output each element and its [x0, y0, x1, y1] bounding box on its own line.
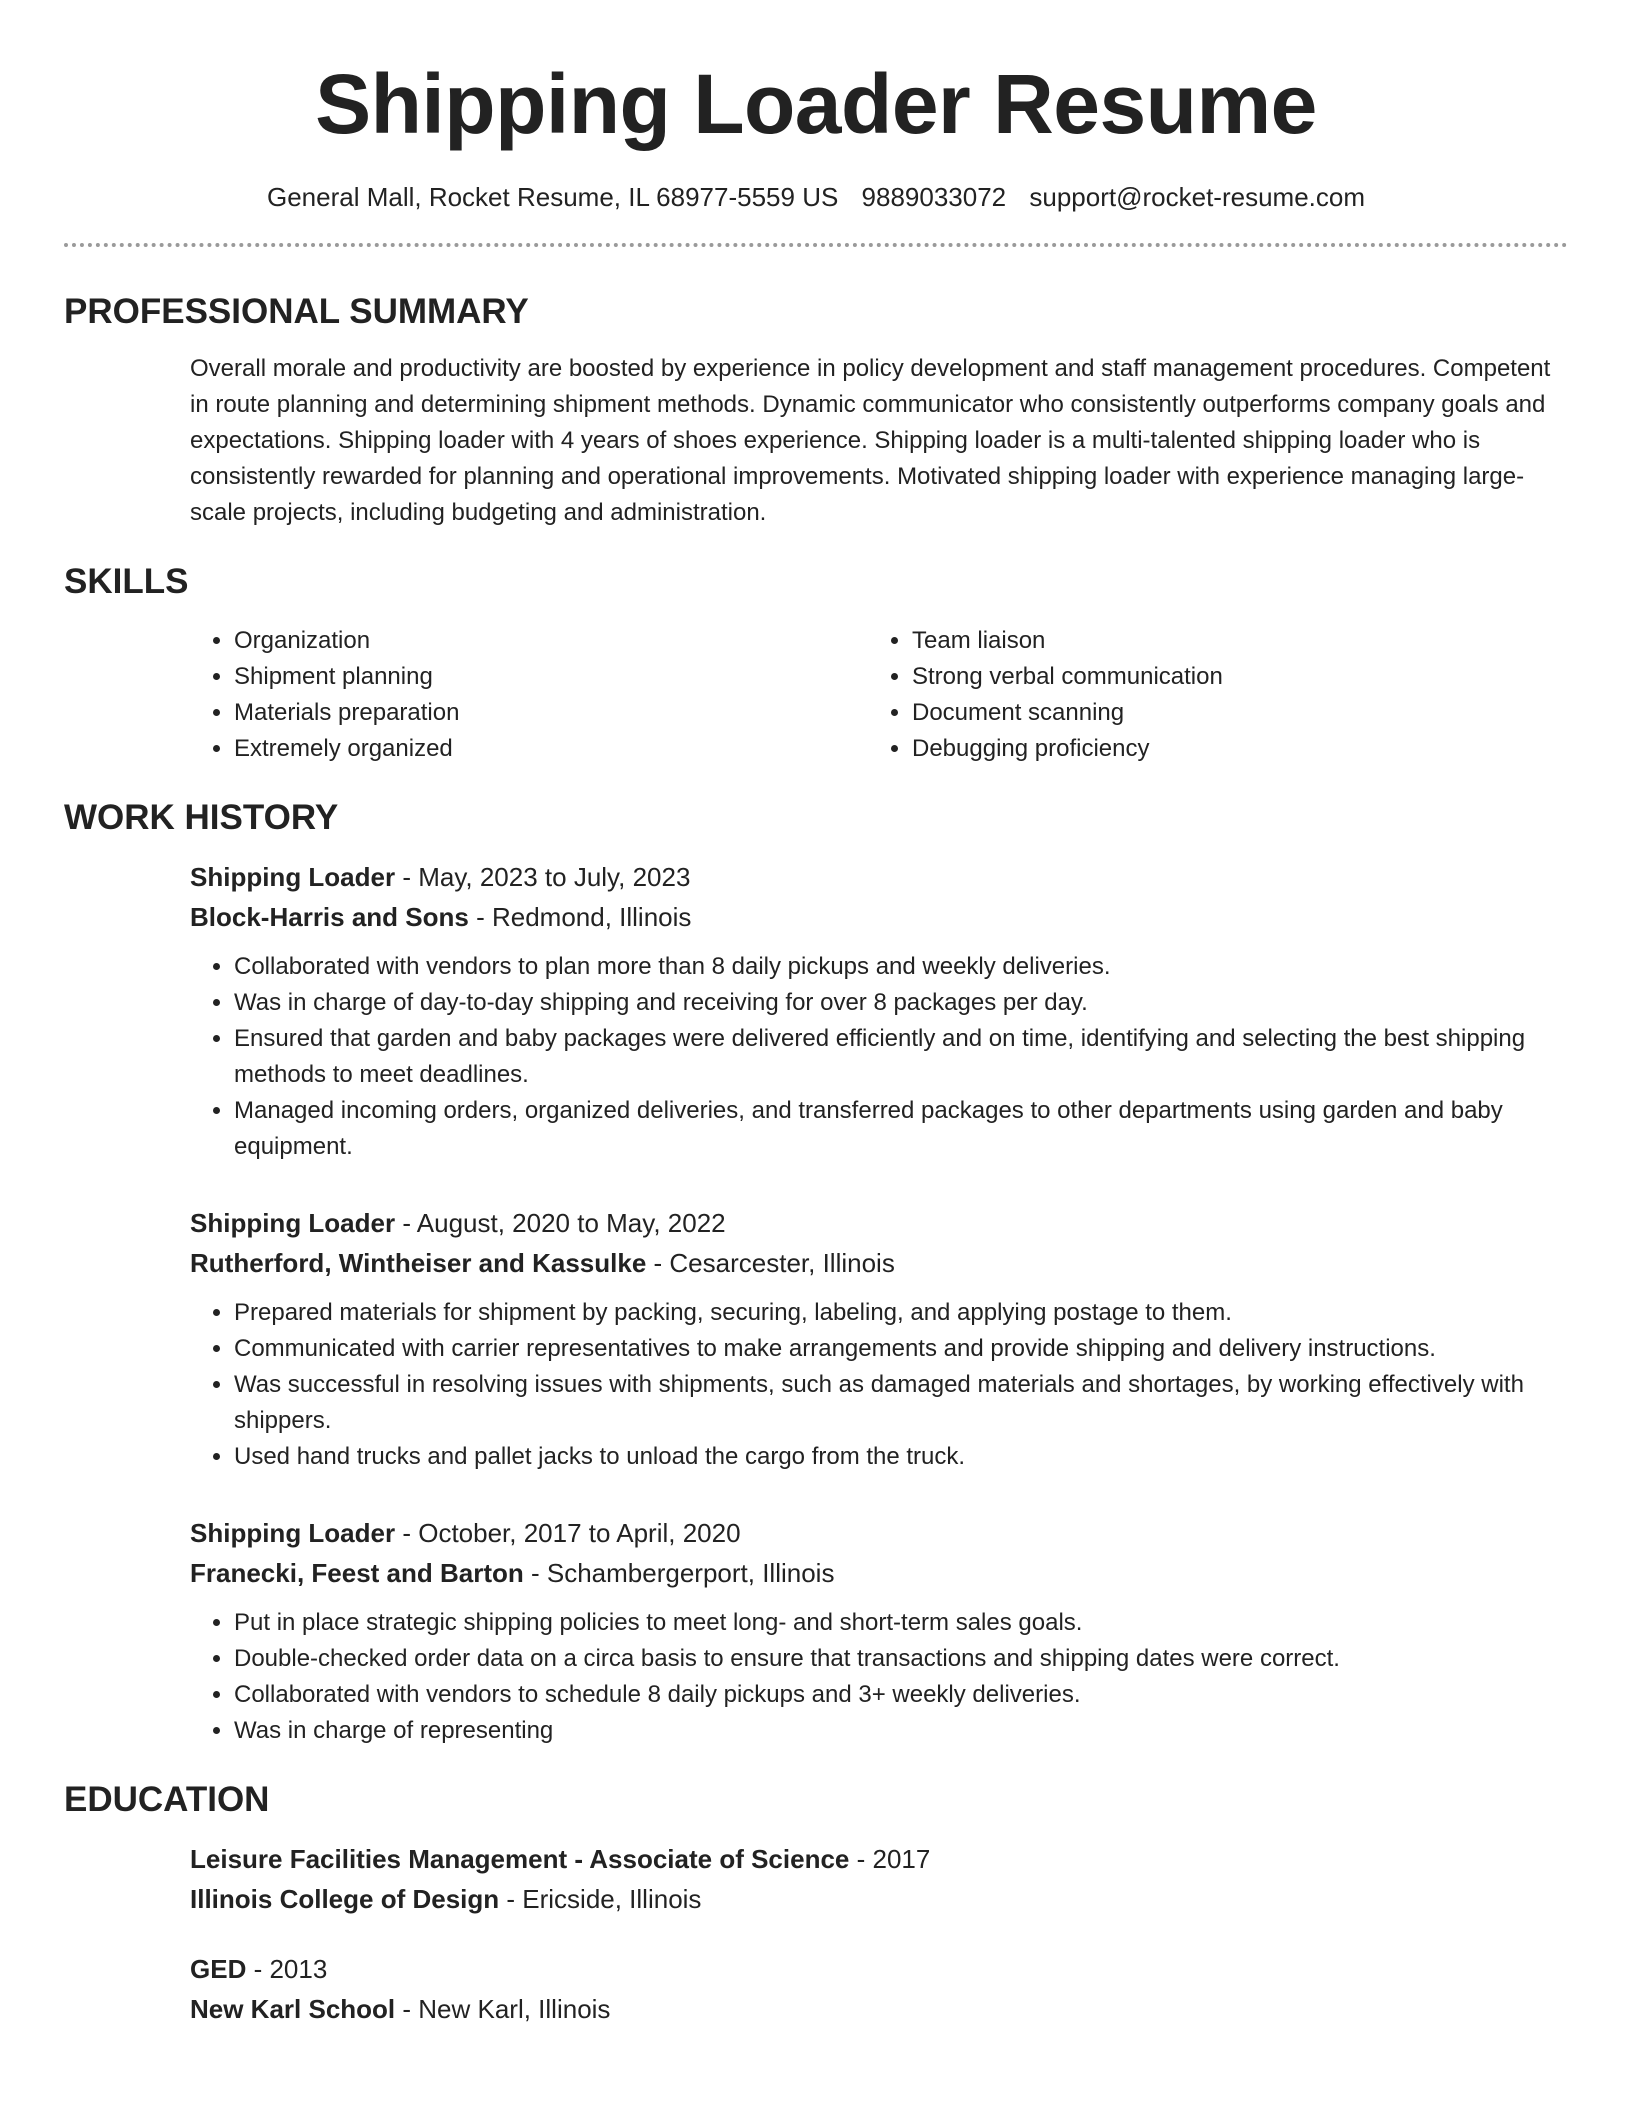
contact-address: General Mall, Rocket Resume, IL 68977-5559 US: [266, 182, 839, 212]
job-company: Franecki, Feest and Barton: [190, 1558, 524, 1588]
job-bullet: • Collaborated with vendors to plan more than 8 daily pickups and weekly deliveries.: [234, 949, 1554, 985]
job-bullets: [190, 1605, 1554, 1749]
skills-list-left: [190, 623, 868, 767]
education-degree-line: [190, 1839, 1568, 1879]
job-company-line: [190, 1553, 1568, 1593]
education-degree-line: [190, 1949, 1568, 1989]
skill-item: • Document scanning: [912, 695, 1546, 731]
job-entry: [190, 857, 1568, 1165]
job-bullet: • Used hand trucks and pallet jacks to unload the cargo from the truck.: [234, 1439, 1554, 1475]
job-entry: [190, 1203, 1568, 1475]
skills-list-right: [868, 623, 1546, 767]
job-title: Shipping Loader: [190, 1208, 396, 1238]
skill-item: • Strong verbal communication: [912, 659, 1546, 695]
job-title: Shipping Loader: [190, 862, 396, 892]
job-title: Shipping Loader: [190, 1518, 396, 1548]
job-bullet: • Ensured that garden and baby packages were delivered efficiently and on time, identifying and selecting the best shipping methods to meet deadlines.: [234, 1021, 1554, 1093]
contact-email: support@rocket-resume.com: [1029, 182, 1366, 212]
skills-grid: [190, 623, 1568, 767]
job-bullet: • Put in place strategic shipping policies to meet long- and short-term sales goals.: [234, 1605, 1554, 1641]
job-location: - Cesarcester, Illinois: [646, 1248, 895, 1278]
skill-item: • Organization: [234, 623, 868, 659]
education-school: New Karl School: [190, 1994, 396, 2024]
job-company: Rutherford, Wintheiser and Kassulke: [190, 1248, 647, 1278]
summary-text: Overall morale and productivity are boosted by experience in policy development and staff management procedures. Competent in route planning and determining shipment methods. Dynamic communicator who consistently outperforms company goals and expectations. Shipping loader with 4 years of shoes experience. Shipping loader is a multi-talented shipping loader who is consistently rewarded for planning and operational improvements. Motivated shipping loader with experience managing large-scale projects, including budgeting and administration.: [190, 355, 1551, 526]
skill-item: • Shipment planning: [234, 659, 868, 695]
job-bullets: [190, 1295, 1554, 1475]
contact-line: [64, 182, 1568, 213]
header-divider: [64, 243, 1568, 247]
education-location: - Ericside, Illinois: [499, 1884, 702, 1914]
resume-title: Shipping Loader Resume: [315, 57, 1317, 151]
job-title-line: [190, 1203, 1568, 1243]
job-bullet: • Collaborated with vendors to schedule 8 daily pickups and 3+ weekly deliveries.: [234, 1677, 1554, 1713]
education-degree: Leisure Facilities Management - Associate of Science: [190, 1844, 850, 1874]
job-bullet: • Was in charge of representing: [234, 1713, 1554, 1749]
job-bullet: • Communicated with carrier representatives to make arrangements and provide shipping and delivery instructions.: [234, 1331, 1554, 1367]
job-bullet: • Managed incoming orders, organized deliveries, and transferred packages to other departments using garden and baby equipment.: [234, 1093, 1554, 1165]
section-work-history: [64, 797, 1568, 1749]
job-company-line: [190, 897, 1568, 937]
skill-item: • Materials preparation: [234, 695, 868, 731]
job-bullets: [190, 949, 1554, 1165]
education-entry: [190, 1949, 1568, 2029]
job-company: Block-Harris and Sons: [190, 902, 469, 932]
section-heading: WORK HISTORY: [64, 798, 339, 837]
education-location: - New Karl, Illinois: [395, 1994, 611, 2024]
skill-item: • Debugging proficiency: [912, 731, 1546, 767]
contact-phone: 9889033072: [861, 182, 1007, 212]
education-year: - 2013: [246, 1954, 328, 1984]
job-title-line: [190, 857, 1568, 897]
skill-item: • Extremely organized: [234, 731, 868, 767]
job-location: - Redmond, Illinois: [468, 902, 692, 932]
education-school-line: [190, 1989, 1568, 2029]
section-professional-summary: [64, 291, 1568, 531]
job-location: - Schambergerport, Illinois: [523, 1558, 835, 1588]
job-company-line: [190, 1243, 1568, 1283]
education-school: Illinois College of Design: [190, 1884, 500, 1914]
section-heading: EDUCATION: [64, 1780, 270, 1819]
section-heading: SKILLS: [64, 562, 189, 601]
job-bullet: • Was successful in resolving issues with shipments, such as damaged materials and shortages, by working effectively with shippers.: [234, 1367, 1554, 1439]
job-entry: [190, 1513, 1568, 1749]
section-heading: PROFESSIONAL SUMMARY: [64, 292, 529, 331]
education-degree: GED: [190, 1954, 247, 1984]
section-education: [64, 1779, 1568, 2029]
skill-item: • Team liaison: [912, 623, 1546, 659]
education-year: - 2017: [849, 1844, 931, 1874]
job-bullet: • Prepared materials for shipment by packing, securing, labeling, and applying postage to them.: [234, 1295, 1554, 1331]
job-dates: - October, 2017 to April, 2020: [395, 1518, 741, 1548]
job-dates: - May, 2023 to July, 2023: [395, 862, 691, 892]
job-bullet: • Double-checked order data on a circa basis to ensure that transactions and shipping dates were correct.: [234, 1641, 1554, 1677]
education-entry: [190, 1839, 1568, 1919]
job-title-line: [190, 1513, 1568, 1553]
job-dates: - August, 2020 to May, 2022: [395, 1208, 726, 1238]
education-school-line: [190, 1879, 1568, 1919]
section-skills: [64, 561, 1568, 767]
job-bullet: • Was in charge of day-to-day shipping and receiving for over 8 packages per day.: [234, 985, 1554, 1021]
